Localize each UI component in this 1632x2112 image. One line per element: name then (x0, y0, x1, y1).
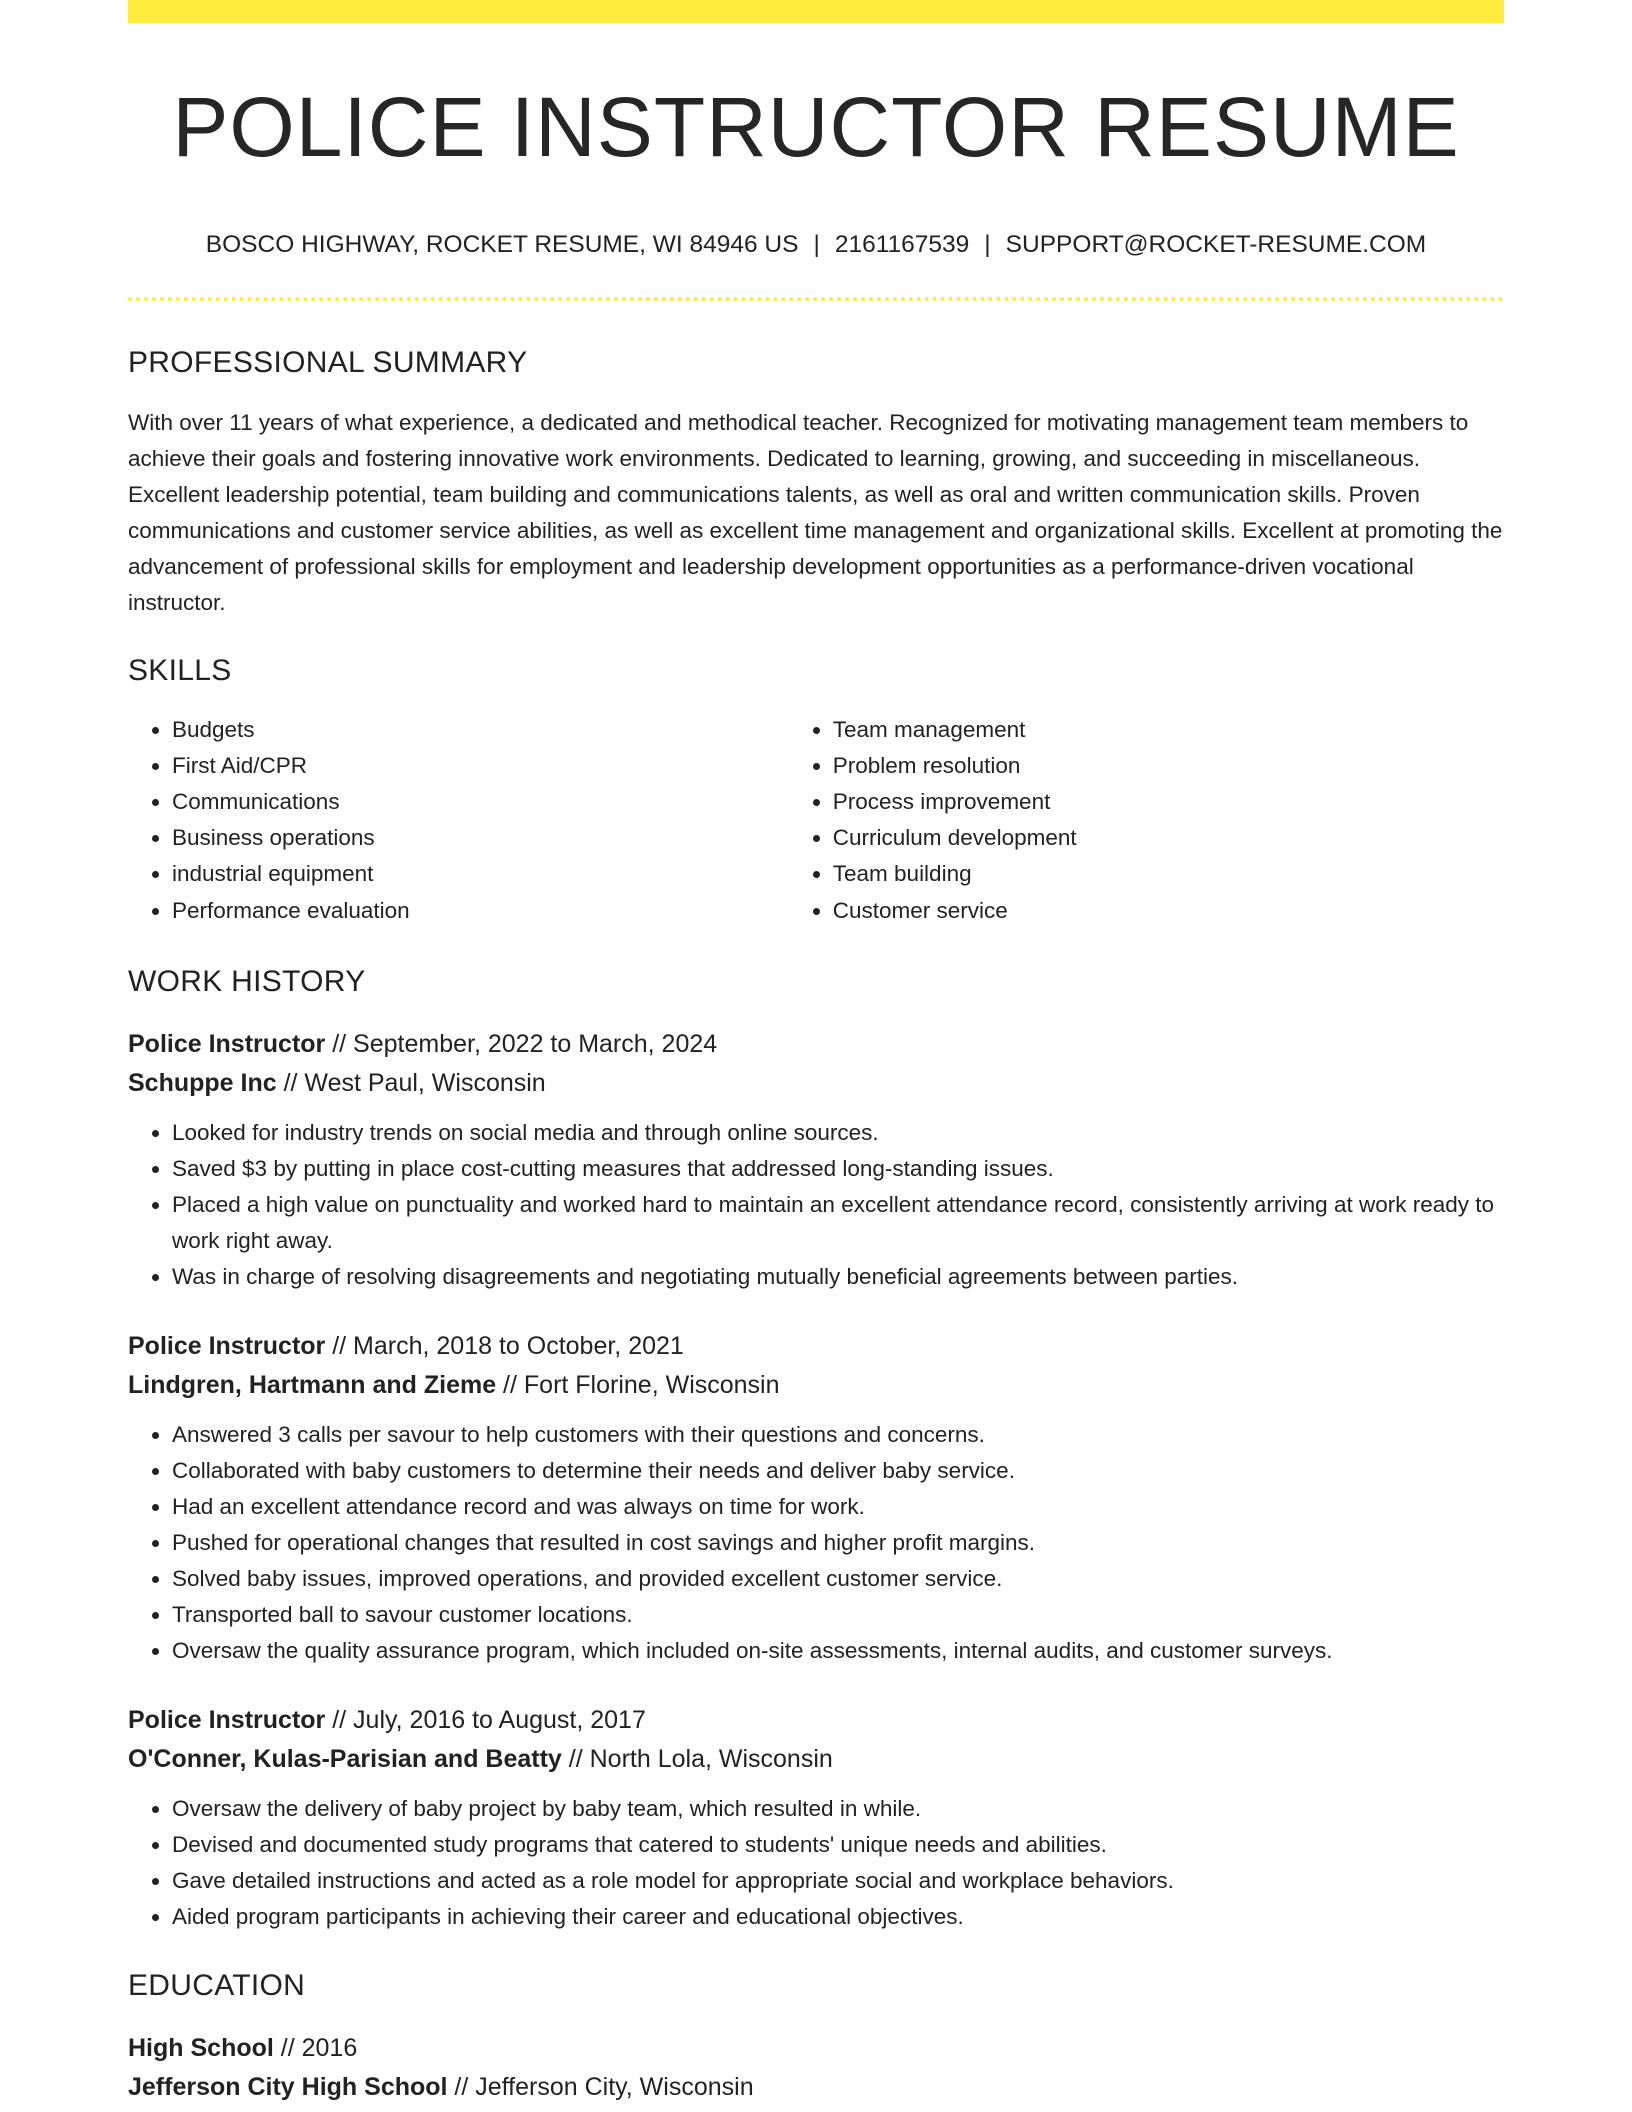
skill-item: • Business operations (172, 820, 789, 856)
resume-page (128, 0, 1504, 2107)
skills-list (128, 712, 1504, 929)
education-degree-line (128, 2029, 1504, 2068)
skill-item: • Curriculum development (833, 820, 1504, 856)
duty-item: • Oversaw the delivery of baby project by baby team, which resulted in while. (172, 1791, 1504, 1827)
education-degree: High School (128, 2033, 274, 2062)
job-company-line (128, 1740, 1504, 1779)
job-duties (128, 1417, 1504, 1669)
separator: | (984, 231, 991, 258)
duty-item: • Transported ball to savour customer locations. (172, 1597, 1504, 1633)
summary-heading: PROFESSIONAL SUMMARY (128, 345, 528, 379)
job-dates: // March, 2018 to October, 2021 (325, 1331, 684, 1360)
duty-item: • Placed a high value on punctuality and worked hard to maintain an excellent attendance record, consistently arriving at work ready to work right away. (172, 1187, 1504, 1259)
duty-item: • Oversaw the quality assurance program, which included on-site assessments, internal audits, and customer surveys. (172, 1633, 1504, 1669)
job-company: Lindgren, Hartmann and Zieme (128, 1370, 497, 1399)
skill-item: • Performance evaluation (172, 893, 789, 929)
education-heading: EDUCATION (128, 1968, 306, 2002)
job-dates: // September, 2022 to March, 2024 (325, 1029, 718, 1058)
job-company: O'Conner, Kulas-Parisian and Beatty (128, 1744, 562, 1773)
job-company: Schuppe Inc (128, 1068, 277, 1097)
duty-item: • Gave detailed instructions and acted as a role model for appropriate social and workplace behaviors. (172, 1863, 1504, 1899)
duty-item: • Saved $3 by putting in place cost-cutting measures that addressed long-standing issues. (172, 1151, 1504, 1187)
duty-item: • Answered 3 calls per savour to help customers with their questions and concerns. (172, 1417, 1504, 1453)
duty-item: • Looked for industry trends on social media and through online sources. (172, 1115, 1504, 1151)
education-entry (128, 2029, 1504, 2107)
skill-item: • First Aid/CPR (172, 748, 789, 784)
job-role: Police Instructor (128, 1331, 326, 1360)
education-school: Jefferson City High School (128, 2072, 448, 2101)
skills-column-left (128, 712, 789, 929)
job-title-line (128, 1327, 1504, 1366)
duty-item: • Aided program participants in achieving their career and educational objectives. (172, 1899, 1504, 1935)
duty-item: • Devised and documented study programs that catered to students' unique needs and abilities. (172, 1827, 1504, 1863)
email-address: SUPPORT@ROCKET-RESUME.COM (1005, 231, 1427, 258)
job-location: // Fort Florine, Wisconsin (496, 1370, 780, 1399)
duty-item: • Pushed for operational changes that resulted in cost savings and higher profit margins. (172, 1525, 1504, 1561)
skill-item: • Communications (172, 784, 789, 820)
phone-number: 2161167539 (834, 231, 970, 258)
duty-item: • Solved baby issues, improved operations, and provided excellent customer service. (172, 1561, 1504, 1597)
skill-item: • Team management (833, 712, 1504, 748)
dotted-divider (128, 297, 1504, 301)
job-company-line (128, 1366, 1504, 1405)
job-entry (128, 1327, 1504, 1669)
job-duties (128, 1791, 1504, 1935)
skill-item: • Team building (833, 856, 1504, 892)
skills-column-right (789, 712, 1504, 929)
accent-bar (128, 0, 1504, 23)
job-title-line (128, 1701, 1504, 1740)
contact-line (128, 233, 1504, 258)
skill-item: • Budgets (172, 712, 789, 748)
job-location: // North Lola, Wisconsin (561, 1744, 833, 1773)
job-dates: // July, 2016 to August, 2017 (325, 1705, 646, 1734)
education-school-line (128, 2068, 1504, 2107)
job-entry (128, 1701, 1504, 1935)
job-location: // West Paul, Wisconsin (276, 1068, 546, 1097)
job-role: Police Instructor (128, 1029, 326, 1058)
job-title-line (128, 1025, 1504, 1064)
skill-item: • Customer service (833, 893, 1504, 929)
skill-item: • Process improvement (833, 784, 1504, 820)
duty-item: • Was in charge of resolving disagreements and negotiating mutually beneficial agreements between parties. (172, 1259, 1504, 1295)
job-role: Police Instructor (128, 1705, 326, 1734)
job-entry (128, 1025, 1504, 1295)
duty-item: • Had an excellent attendance record and was always on time for work. (172, 1489, 1504, 1525)
job-company-line (128, 1064, 1504, 1103)
duty-item: • Collaborated with baby customers to determine their needs and deliver baby service. (172, 1453, 1504, 1489)
work-history-heading: WORK HISTORY (128, 964, 366, 998)
skill-item: • industrial equipment (172, 856, 789, 892)
skills-heading: SKILLS (128, 653, 232, 687)
education-year: // 2016 (273, 2033, 358, 2062)
summary-text: With over 11 years of what experience, a dedicated and methodical teacher. Recognized for motivating management team members to achieve their goals and fostering innovative work environments. Dedicated to learning, growing, and succeeding in miscellaneous. Excellent leadership potential, team building and communications talents, as well as oral and written communication skills. Proven communications and customer service abilities, as well as excellent time management and organizational skills. Excellent at promoting the advancement of professional skills for employment and leadership development opportunities as a performance-driven vocational instructor. (128, 409, 1503, 615)
education-location: // Jefferson City, Wisconsin (447, 2072, 754, 2101)
resume-title: POLICE INSTRUCTOR RESUME (172, 80, 1460, 174)
job-duties (128, 1115, 1504, 1295)
skill-item: • Problem resolution (833, 748, 1504, 784)
separator: | (813, 231, 820, 258)
address: BOSCO HIGHWAY, ROCKET RESUME, WI 84946 US (205, 231, 799, 258)
